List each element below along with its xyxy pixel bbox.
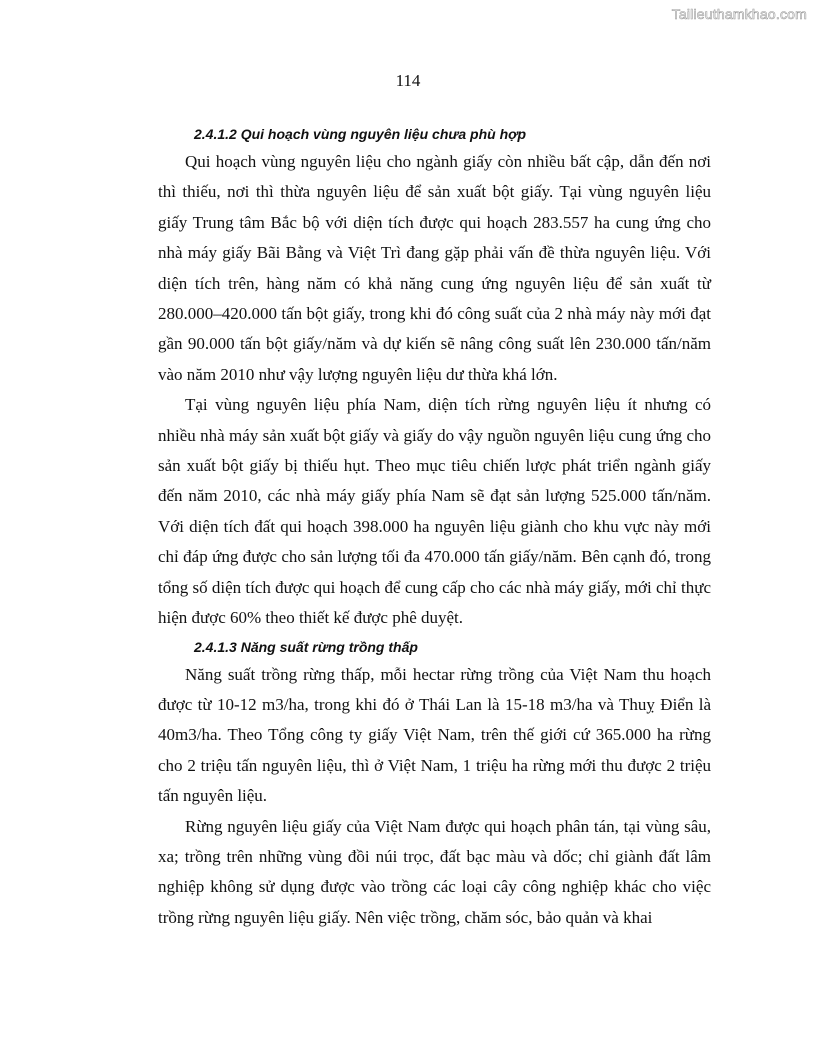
page-number: 114 bbox=[395, 71, 421, 90]
document-body bbox=[158, 121, 711, 933]
section-heading-2-4-1-2: 2.4.1.2 Qui hoạch vùng nguyên liệu chưa phù hợp bbox=[194, 126, 527, 142]
section-heading-2-4-1-3: 2.4.1.3 Năng suất rừng trồng thấp bbox=[194, 638, 418, 655]
paragraph: Năng suất trồng rừng thấp, mỗi hectar rừng trồng của Việt Nam thu hoạch được từ 10-12 m3/ha, trong khi đó ở Thái Lan là 15-18 m3/ha và Thuỵ Điển là 40m3/ha. Theo Tổng công ty giấy Việt Nam, trên thế giới cứ 365.000 ha rừng cho 2 triệu tấn nguyên liệu, thì ở Việt Nam, 1 triệu ha rừng mới thu được 2 triệu tấn nguyên liệu. bbox=[158, 664, 711, 806]
paragraph: Rừng nguyên liệu giấy của Việt Nam được qui hoạch phân tán, tại vùng sâu, xa; trồng trên những vùng đồi núi trọc, đất bạc màu và dốc; chỉ giành đất lâm nghiệp không sử dụng được vào trồng các loại cây công nghiệp khác cho việc trồng rừng nguyên liệu giấy. Nên việc trồng, chăm sóc, bảo quản và khai bbox=[158, 816, 711, 927]
paragraph: Qui hoạch vùng nguyên liệu cho ngành giấy còn nhiều bất cập, dẫn đến nơi thì thiếu, nơi thì thừa nguyên liệu để sản xuất bột giấy. Tại vùng nguyên liệu giấy Trung tâm Bắc bộ với diện tích được qui hoạch 283.557 ha cung ứng cho nhà máy giấy Bãi Bằng và Việt Trì đang gặp phải vấn đề thừa nguyên liệu. Với diện tích trên, hàng năm có khả năng cung ứng nguyên liệu để sản xuất từ 280.000–420.000 tấn bột giấy, trong khi đó công suất của 2 nhà máy này mới đạt gần 90.000 tấn bột giấy/năm và dự kiến sẽ nâng công suất lên 230.000 tấn/năm vào năm 2010 như vậy lượng nguyên liệu dư thừa khá lớn. bbox=[158, 152, 711, 384]
paragraph: Tại vùng nguyên liệu phía Nam, diện tích rừng nguyên liệu ít nhưng có nhiều nhà máy sản xuất bột giấy và giấy do vậy nguồn nguyên liệu cung ứng cho sản xuất bột giấy bị thiếu hụt. Theo mục tiêu chiến lược phát triển ngành giấy đến năm 2010, các nhà máy giấy phía Nam sẽ đạt sản lượng 525.000 tấn/năm. Với diện tích đất qui hoạch 398.000 ha nguyên liệu giành cho khu vực này mới chỉ đáp ứng được cho sản lượng tối đa 470.000 tấn giấy/năm. Bên cạnh đó, trong tổng số diện tích được qui hoạch để cung cấp cho các nhà máy giấy, mới chỉ thực hiện được 60% theo thiết kế được phê duyệt. bbox=[158, 395, 711, 628]
watermark-text: Tailieuthamkhao.com bbox=[671, 6, 807, 22]
